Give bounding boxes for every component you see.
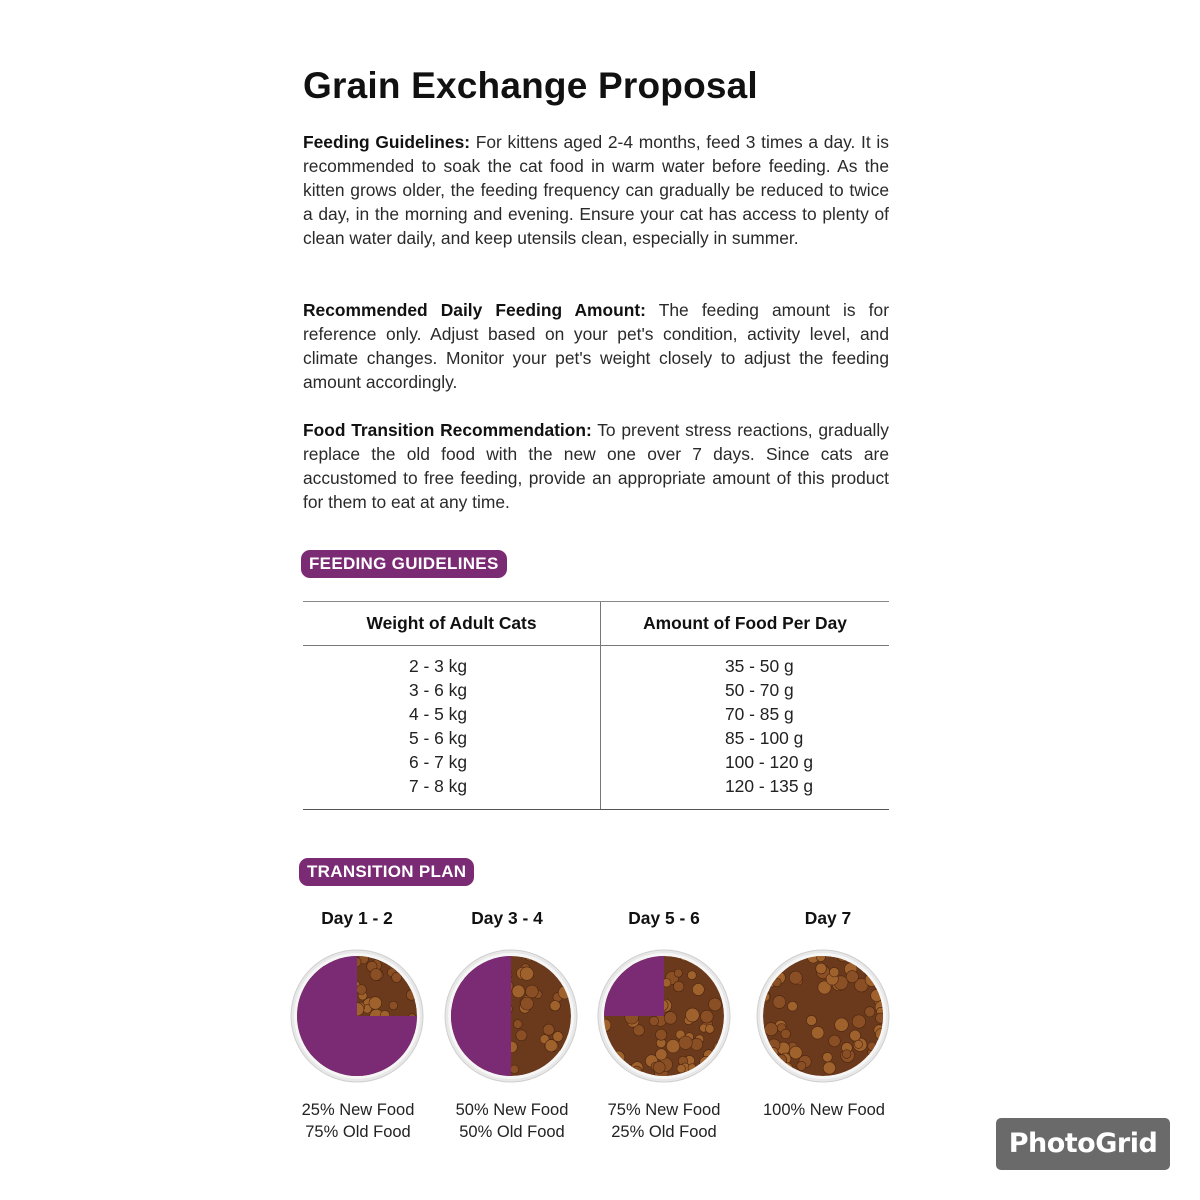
transition-paragraph (303, 418, 889, 514)
table-cell-amount: 85 - 100 g (725, 728, 804, 748)
kibble-piece (516, 1030, 527, 1041)
kibble-piece (806, 1015, 816, 1025)
kibble-piece (865, 1007, 875, 1017)
paragraph-label: Food Transition Recommendation: (303, 420, 592, 440)
paragraph-text: For kittens aged 2-4 months, feed 3 times a day. It is recommended to soak the cat food in warm water before feeding. As the kitten grows older, the feeding frequency can gradually be reduced to twice a day, in the morning and evening. Ensure your cat has access to plenty of clean water daily, and keep utensils clean, especially in summer. (303, 132, 889, 248)
kibble-piece (764, 1023, 777, 1036)
kibble-piece (714, 960, 727, 973)
paragraph-text: The feeding amount is for reference only. Adjust based on your pet's condition, activity level, and climate changes. Monitor your pet's weight closely to adjust the feeding amount accordingly. (303, 300, 889, 392)
transition-caption (432, 1099, 592, 1143)
kibble-piece (679, 1036, 692, 1049)
kibble-piece (873, 963, 884, 974)
kibble-piece (854, 1040, 862, 1048)
kibble-piece (550, 1001, 560, 1011)
table-cell-amount: 35 - 50 g (725, 656, 794, 676)
kibble-piece (789, 971, 802, 984)
feeding-guidelines-badge: FEEDING GUIDELINES (301, 550, 507, 578)
table-cell-weight: 7 - 8 kg (409, 776, 467, 796)
paragraph-label: Recommended Daily Feeding Amount: (303, 300, 646, 320)
food-bowl-day-7 (755, 948, 891, 1084)
kibble-piece (649, 1016, 658, 1025)
caption-new-food: 50% New Food (455, 1101, 569, 1119)
amount-column (725, 654, 813, 798)
kibble-piece (829, 967, 839, 977)
kibble-piece (688, 971, 697, 980)
table-cell-weight: 2 - 3 kg (409, 656, 467, 676)
transition-caption (278, 1099, 438, 1143)
kibble-piece (700, 1010, 713, 1023)
old-food-portion (447, 952, 511, 1080)
kibble-piece (692, 984, 704, 996)
caption-new-food: 100% New Food (763, 1101, 885, 1119)
transition-caption (744, 1099, 904, 1121)
kibble-piece (716, 1069, 726, 1079)
kibble-piece (789, 1046, 802, 1059)
kibble-piece (510, 1065, 519, 1074)
kibble-piece (521, 997, 534, 1010)
kibble-piece (653, 1061, 665, 1073)
daily-amount-paragraph (303, 298, 889, 394)
kibble-piece (461, 951, 473, 963)
kibble-piece (389, 1001, 398, 1010)
table-cell-amount: 120 - 135 g (725, 776, 813, 796)
kibble-piece (811, 1026, 824, 1039)
weight-column (409, 654, 467, 798)
kibble-piece (850, 1030, 861, 1041)
kibble-piece (513, 1020, 522, 1029)
kibble-piece (673, 981, 684, 992)
kibble-piece (356, 985, 366, 995)
food-bowl-day-5-6 (596, 948, 732, 1084)
kibble-piece (829, 1035, 841, 1047)
kibble-piece (526, 985, 539, 998)
paragraph-text: To prevent stress reactions, gradually replace the old food with the new one over 7 days. Since cats are accustomed to free feeding, provide an appropriate amount of this product for them to eat at any time. (303, 420, 889, 512)
kibble-piece (677, 1064, 686, 1073)
day-label: Day 7 (804, 908, 852, 928)
kibble-piece (709, 998, 722, 1011)
day-label: Day 1 - 2 (321, 908, 393, 928)
page-title: Grain Exchange Proposal (303, 65, 758, 106)
table-header-weight: Weight of Adult Cats (366, 613, 537, 633)
kibble-piece (835, 1018, 849, 1032)
table-cell-weight: 4 - 5 kg (409, 704, 467, 724)
kibble-piece (545, 1040, 557, 1052)
photogrid-watermark: PhotoGrid (996, 1118, 1170, 1170)
kibble-piece (816, 963, 827, 974)
table-cell-weight: 6 - 7 kg (409, 752, 467, 772)
kibble-piece (781, 1029, 791, 1039)
kibble-piece (369, 997, 382, 1010)
document-body (303, 60, 889, 512)
kibble-piece (656, 1029, 667, 1040)
paragraph-label: Feeding Guidelines: (303, 132, 471, 152)
day-label: Day 3 - 4 (471, 908, 543, 928)
transition-plan-badge: TRANSITION PLAN (299, 858, 474, 886)
table-cell-amount: 50 - 70 g (725, 680, 794, 700)
kibble-piece (560, 951, 570, 961)
kibble-piece (664, 1012, 677, 1025)
kibble-piece (852, 1015, 865, 1028)
food-bowl-day-3-4 (443, 948, 579, 1084)
kibble-piece (666, 1040, 679, 1053)
kibble-piece (674, 969, 682, 977)
caption-new-food: 25% New Food (301, 1101, 415, 1119)
kibble-piece (512, 985, 525, 998)
table-header-amount: Amount of Food Per Day (643, 613, 847, 633)
table-cell-amount: 70 - 85 g (725, 704, 794, 724)
kibble-piece (520, 967, 533, 980)
feeding-table (303, 601, 889, 810)
caption-old-food: 50% Old Food (459, 1123, 565, 1141)
caption-new-food: 75% New Food (607, 1101, 721, 1119)
table-header-divider (303, 645, 889, 646)
kibble-piece (686, 1008, 700, 1022)
kibble-piece (543, 1024, 554, 1035)
kibble-piece (823, 1062, 835, 1074)
kibble-piece (797, 1061, 806, 1070)
kibble-piece (773, 996, 786, 1009)
kibble-piece (563, 1059, 572, 1068)
caption-old-food: 75% Old Food (305, 1123, 411, 1141)
kibble-piece (842, 1050, 851, 1059)
food-bowl-day-1-2 (289, 948, 425, 1084)
kibble-piece (656, 1049, 667, 1060)
table-cell-weight: 3 - 6 kg (409, 680, 467, 700)
kibble-piece (705, 1025, 714, 1034)
kibble-piece (370, 969, 382, 981)
kibble-piece (788, 1001, 798, 1011)
feeding-guidelines-paragraph (303, 130, 889, 250)
transition-caption (584, 1099, 744, 1143)
table-cell-amount: 100 - 120 g (725, 752, 813, 772)
kibble-piece (717, 952, 726, 961)
day-label: Day 5 - 6 (628, 908, 700, 928)
caption-old-food: 25% Old Food (611, 1123, 717, 1141)
kibble-piece (823, 1052, 833, 1062)
table-cell-weight: 5 - 6 kg (409, 728, 467, 748)
kibble-piece (846, 971, 858, 983)
kibble-piece (446, 1068, 458, 1080)
